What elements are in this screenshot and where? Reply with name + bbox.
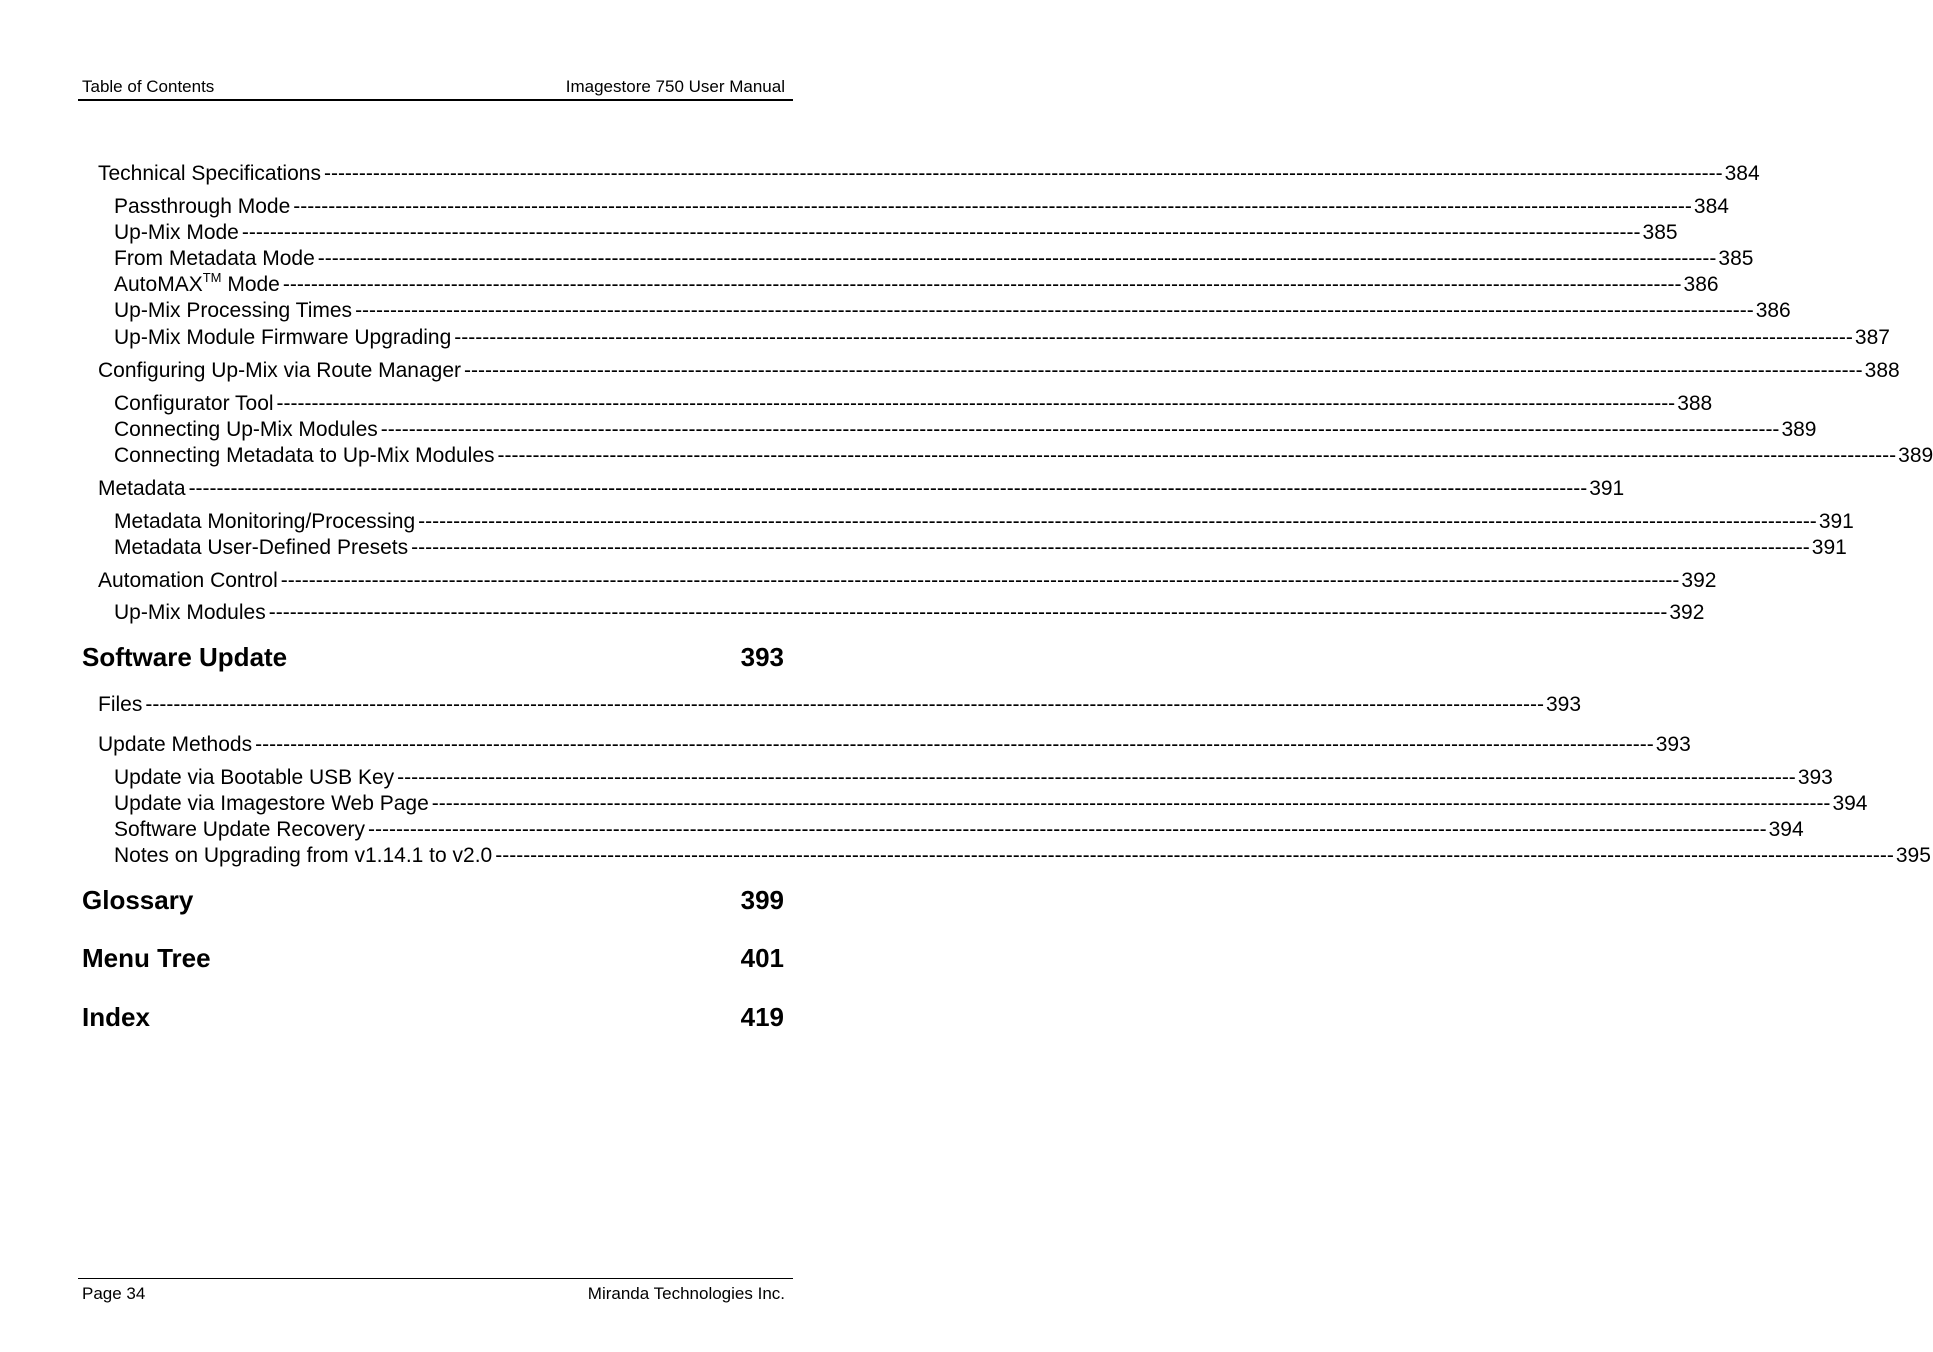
- dot-leader: --------------------------------------------------------------------------------------------------------------------------------------------------------------------------------------------------------: [188, 477, 1588, 500]
- toc-entry-upmix-processing-times[interactable]: Up-Mix Processing Times -------------------------------------------------------------------------------------------------------------------------------------------------------------------------------------------------------- 386: [114, 299, 1791, 322]
- dot-leader: --------------------------------------------------------------------------------------------------------------------------------------------------------------------------------------------------------: [255, 733, 1654, 756]
- toc-entry-upmix-firmware[interactable]: Up-Mix Module Firmware Upgrading -------------------------------------------------------------------------------------------------------------------------------------------------------------------------------------------------------- 387: [114, 326, 1890, 349]
- dot-leader: --------------------------------------------------------------------------------------------------------------------------------------------------------------------------------------------------------: [293, 195, 1692, 218]
- dot-leader: --------------------------------------------------------------------------------------------------------------------------------------------------------------------------------------------------------: [282, 273, 1682, 296]
- toc-chapter-menu-tree[interactable]: Menu Tree 401: [82, 943, 784, 973]
- dot-leader: --------------------------------------------------------------------------------------------------------------------------------------------------------------------------------------------------------: [418, 510, 1817, 533]
- toc-chapter-glossary[interactable]: Glossary 399: [82, 885, 784, 915]
- dot-leader: --------------------------------------------------------------------------------------------------------------------------------------------------------------------------------------------------------: [431, 792, 1831, 815]
- page-footer: [78, 1278, 793, 1303]
- toc-entry-automax-mode[interactable]: AutoMAX™ Mode -------------------------------------------------------------------------------------------------------------------------------------------------------------------------------------------------------- 386: [114, 270, 1719, 296]
- dot-leader: --------------------------------------------------------------------------------------------------------------------------------------------------------------------------------------------------------: [380, 418, 1780, 441]
- dot-leader: --------------------------------------------------------------------------------------------------------------------------------------------------------------------------------------------------------: [367, 818, 1767, 841]
- dot-leader: --------------------------------------------------------------------------------------------------------------------------------------------------------------------------------------------------------: [355, 299, 1754, 322]
- toc-chapter-software-update[interactable]: Software Update 393: [82, 642, 784, 672]
- toc-entry-metadata-presets[interactable]: Metadata User-Defined Presets -------------------------------------------------------------------------------------------------------------------------------------------------------------------------------------------------------- 391: [114, 536, 1847, 559]
- toc-entry-connecting-metadata[interactable]: Connecting Metadata to Up-Mix Modules -------------------------------------------------------------------------------------------------------------------------------------------------------------------------------------------------------- 389: [114, 444, 1933, 467]
- dot-leader: --------------------------------------------------------------------------------------------------------------------------------------------------------------------------------------------------------: [397, 766, 1796, 789]
- toc-entry-passthrough-mode[interactable]: Passthrough Mode -------------------------------------------------------------------------------------------------------------------------------------------------------------------------------------------------------- 384: [114, 195, 1729, 218]
- footer-page-number: Page 34: [82, 1284, 146, 1303]
- toc-chapter-index[interactable]: Index 419: [82, 1002, 784, 1032]
- toc-entry-upmix-mode[interactable]: Up-Mix Mode -------------------------------------------------------------------------------------------------------------------------------------------------------------------------------------------------------- 385: [114, 221, 1678, 244]
- toc-entry-files[interactable]: Files -------------------------------------------------------------------------------------------------------------------------------------------------------------------------------------------------------- 393: [98, 693, 1582, 716]
- toc-entry-update-methods[interactable]: Update Methods -------------------------------------------------------------------------------------------------------------------------------------------------------------------------------------------------------- 393: [98, 733, 1691, 756]
- dot-leader: --------------------------------------------------------------------------------------------------------------------------------------------------------------------------------------------------------: [145, 693, 1544, 716]
- dot-leader: --------------------------------------------------------------------------------------------------------------------------------------------------------------------------------------------------------: [323, 162, 1723, 185]
- toc-entry-metadata-monitoring[interactable]: Metadata Monitoring/Processing -------------------------------------------------------------------------------------------------------------------------------------------------------------------------------------------------------- 391: [114, 510, 1854, 533]
- toc-entry-metadata[interactable]: Metadata -------------------------------------------------------------------------------------------------------------------------------------------------------------------------------------------------------- 391: [98, 477, 1625, 500]
- page-header: [78, 76, 793, 101]
- toc-entry-technical-specifications[interactable]: Technical Specifications -------------------------------------------------------------------------------------------------------------------------------------------------------------------------------------------------------- 384: [98, 162, 1760, 185]
- dot-leader: --------------------------------------------------------------------------------------------------------------------------------------------------------------------------------------------------------: [495, 844, 1894, 867]
- footer-company: Miranda Technologies Inc.: [587, 1284, 785, 1303]
- dot-leader: --------------------------------------------------------------------------------------------------------------------------------------------------------------------------------------------------------: [268, 601, 1668, 624]
- header-section-title: Table of Contents: [82, 77, 215, 96]
- toc-entry-from-metadata-mode[interactable]: From Metadata Mode -------------------------------------------------------------------------------------------------------------------------------------------------------------------------------------------------------- 385: [114, 247, 1754, 270]
- toc-entry-update-recovery[interactable]: Software Update Recovery -------------------------------------------------------------------------------------------------------------------------------------------------------------------------------------------------------- 394: [114, 818, 1804, 841]
- dot-leader: --------------------------------------------------------------------------------------------------------------------------------------------------------------------------------------------------------: [411, 536, 1810, 559]
- toc-entry-connecting-upmix[interactable]: Connecting Up-Mix Modules -------------------------------------------------------------------------------------------------------------------------------------------------------------------------------------------------------- 389: [114, 418, 1817, 441]
- header-manual-title: Imagestore 750 User Manual: [565, 77, 785, 96]
- toc-entry-automation-control[interactable]: Automation Control -------------------------------------------------------------------------------------------------------------------------------------------------------------------------------------------------------- 392: [98, 569, 1717, 592]
- dot-leader: --------------------------------------------------------------------------------------------------------------------------------------------------------------------------------------------------------: [280, 569, 1680, 592]
- dot-leader: --------------------------------------------------------------------------------------------------------------------------------------------------------------------------------------------------------: [276, 392, 1676, 415]
- toc-entry-upgrade-notes[interactable]: Notes on Upgrading from v1.14.1 to v2.0 -------------------------------------------------------------------------------------------------------------------------------------------------------------------------------------------------------- 395: [114, 844, 1931, 867]
- dot-leader: --------------------------------------------------------------------------------------------------------------------------------------------------------------------------------------------------------: [454, 326, 1853, 349]
- dot-leader: --------------------------------------------------------------------------------------------------------------------------------------------------------------------------------------------------------: [241, 221, 1641, 244]
- toc-entry-update-usb[interactable]: Update via Bootable USB Key -------------------------------------------------------------------------------------------------------------------------------------------------------------------------------------------------------- 393: [114, 766, 1833, 789]
- toc-entry-update-web[interactable]: Update via Imagestore Web Page -------------------------------------------------------------------------------------------------------------------------------------------------------------------------------------------------------- 394: [114, 792, 1868, 815]
- toc-entry-upmix-modules[interactable]: Up-Mix Modules -------------------------------------------------------------------------------------------------------------------------------------------------------------------------------------------------------- 392: [114, 601, 1705, 624]
- dot-leader: --------------------------------------------------------------------------------------------------------------------------------------------------------------------------------------------------------: [464, 359, 1863, 382]
- toc-entry-configuring-upmix[interactable]: Configuring Up-Mix via Route Manager -------------------------------------------------------------------------------------------------------------------------------------------------------------------------------------------------------- 388: [98, 359, 1900, 382]
- dot-leader: --------------------------------------------------------------------------------------------------------------------------------------------------------------------------------------------------------: [317, 247, 1717, 270]
- toc-entry-configurator-tool[interactable]: Configurator Tool -------------------------------------------------------------------------------------------------------------------------------------------------------------------------------------------------------- 388: [114, 392, 1713, 415]
- dot-leader: --------------------------------------------------------------------------------------------------------------------------------------------------------------------------------------------------------: [497, 444, 1897, 467]
